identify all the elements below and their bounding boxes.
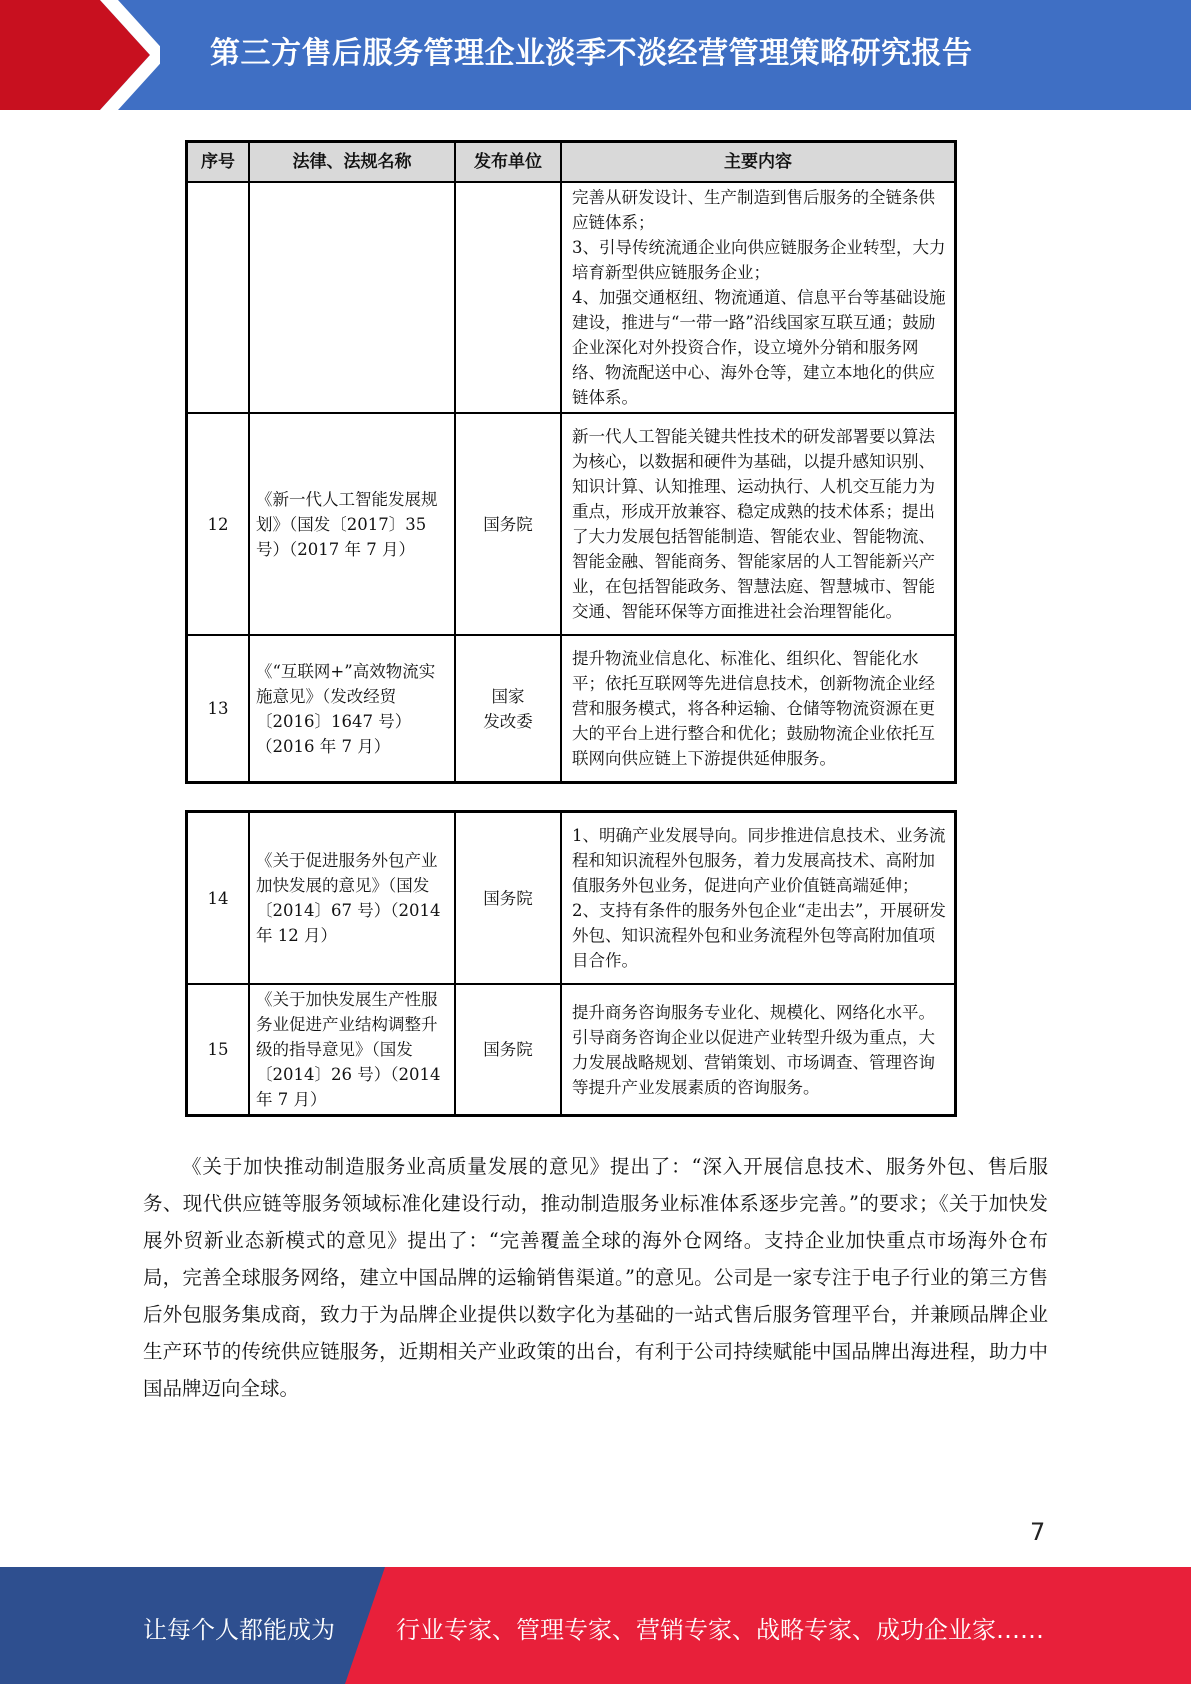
row-name-text: 《关于促进服务外包产业加快发展的意见》（国发〔2014〕67 号）（2014 年 12 月） (256, 851, 441, 945)
page-number: 7 (1030, 1518, 1046, 1546)
row-name (249, 635, 455, 783)
row-content: 提升商务咨询服务专业化、规模化、网络化水平。引导商务咨询企业以促进产业转型升级为重点，大力发展战略规划、营销策划、市场调查、管理咨询等提升产业发展素质的咨询服务。 (561, 984, 956, 1116)
row-name (249, 984, 455, 1116)
row-content: 新一代人工智能关键共性技术的研发部署要以算法为核心，以数据和硬件为基础，以提升感知识别、知识计算、认知推理、运动执行、人机交互能力为重点，形成开放兼容、稳定成熟的技术体系；提出了大力发展包括智能制造、智能农业、智能物流、智能金融、智能商务、智能家居的人工智能新兴产业，在包括智能政务、智慧法庭、智慧城市、智能交通、智能环保等方面推进社会治理智能化。 (561, 413, 956, 635)
row-content: 提升物流业信息化、标准化、组织化、智能化水平；依托互联网等先进信息技术，创新物流企业经营和服务模式，将各种运输、仓储等物流资源在更大的平台上进行整合和优化；鼓励物流企业依托互联网向供应链上下游提供延伸服务。 (561, 635, 956, 783)
page-footer (0, 1567, 1191, 1684)
row-name-text: 《关于加快发展生产性服务业促进产业结构调整升级的指导意见》（国发〔2014〕26 号）（2014 年 7 月） (256, 990, 441, 1109)
table-row (187, 182, 956, 413)
header-no: 序号 (187, 142, 250, 183)
row-name (249, 182, 455, 413)
body-paragraph: 《关于加快推动制造服务业高质量发展的意见》提出了：“深入开展信息技术、服务外包、售后服务、现代供应链等服务领域标准化建设行动，推动制造服务业标准体系逐步完善。”的要求；《关于加快发展外贸新业态新模式的意见》提出了：“完善覆盖全球的海外仓网络。支持企业加快重点市场海外仓布局，完善全球服务网络，建立中国品牌的运输销售渠道。”的意见。公司是一家专注于电子行业的第三方售后外包服务集成商，致力于为品牌企业提供以数字化为基础的一站式售后服务管理平台，并兼顾品牌企业生产环节的传统供应链服务，近期相关产业政策的出台，有利于公司持续赋能中国品牌出海进程，助力中国品牌迈向全球。 (143, 1155, 1048, 1400)
row-publisher: 国务院 (455, 812, 561, 985)
row-no: 12 (187, 413, 250, 635)
row-no: 13 (187, 635, 250, 783)
table-row (187, 812, 956, 985)
header-name: 法律、法规名称 (249, 142, 455, 183)
row-name-text: 《“互联网+”高效物流实施意见》（发改经贸〔2016〕1647 号）（2016 年 7 月） (256, 661, 436, 756)
row-name (249, 413, 455, 635)
header-arrow-decoration (0, 0, 160, 110)
row-name-text: 《新一代人工智能发展规划》（国发〔2017〕35 号）（2017 年 7 月） (256, 489, 438, 559)
row-no: 14 (187, 812, 250, 985)
row-no: 15 (187, 984, 250, 1116)
row-no (187, 182, 250, 413)
row-publisher: 国家 发改委 (455, 635, 561, 783)
row-publisher (455, 182, 561, 413)
row-publisher: 国务院 (455, 984, 561, 1116)
policy-table-part-1 (185, 140, 957, 784)
table-row (187, 984, 956, 1116)
row-name (249, 812, 455, 985)
header-publisher: 发布单位 (455, 142, 561, 183)
table-row (187, 635, 956, 783)
row-content: 1、明确产业发展导向。同步推进信息技术、业务流程和知识流程外包服务，着力发展高技术、高附加值服务外包业务，促进向产业价值链高端延伸； 2、支持有条件的服务外包企业“走出去”，开展研发外包、知识流程外包和业务流程外包等高附加值项目合作。 (561, 812, 956, 985)
header-content: 主要内容 (561, 142, 956, 183)
policy-table-part-2 (185, 810, 957, 1117)
row-publisher: 国务院 (455, 413, 561, 635)
page-header (0, 0, 1191, 110)
table-header-row (187, 142, 956, 183)
footer-slogan-right: 行业专家、管理专家、营销专家、战略专家、成功企业家…… (396, 1616, 1044, 1644)
table-row (187, 413, 956, 635)
footer-slogan-left: 让每个人都能成为 (143, 1616, 335, 1644)
row-content: 完善从研发设计、生产制造到售后服务的全链条供应链体系； 3、引导传统流通企业向供应链服务企业转型，大力培育新型供应链服务企业； 4、加强交通枢纽、物流通道、信息平台等基础设施建设，推进与“一带一路”沿线国家互联互通；鼓励企业深化对外投资合作，设立境外分销和服务网络、物流配送中心、海外仓等，建立本地化的供应链体系。 (561, 182, 956, 413)
report-title: 第三方售后服务管理企业淡季不淡经营管理策略研究报告 (210, 36, 973, 71)
